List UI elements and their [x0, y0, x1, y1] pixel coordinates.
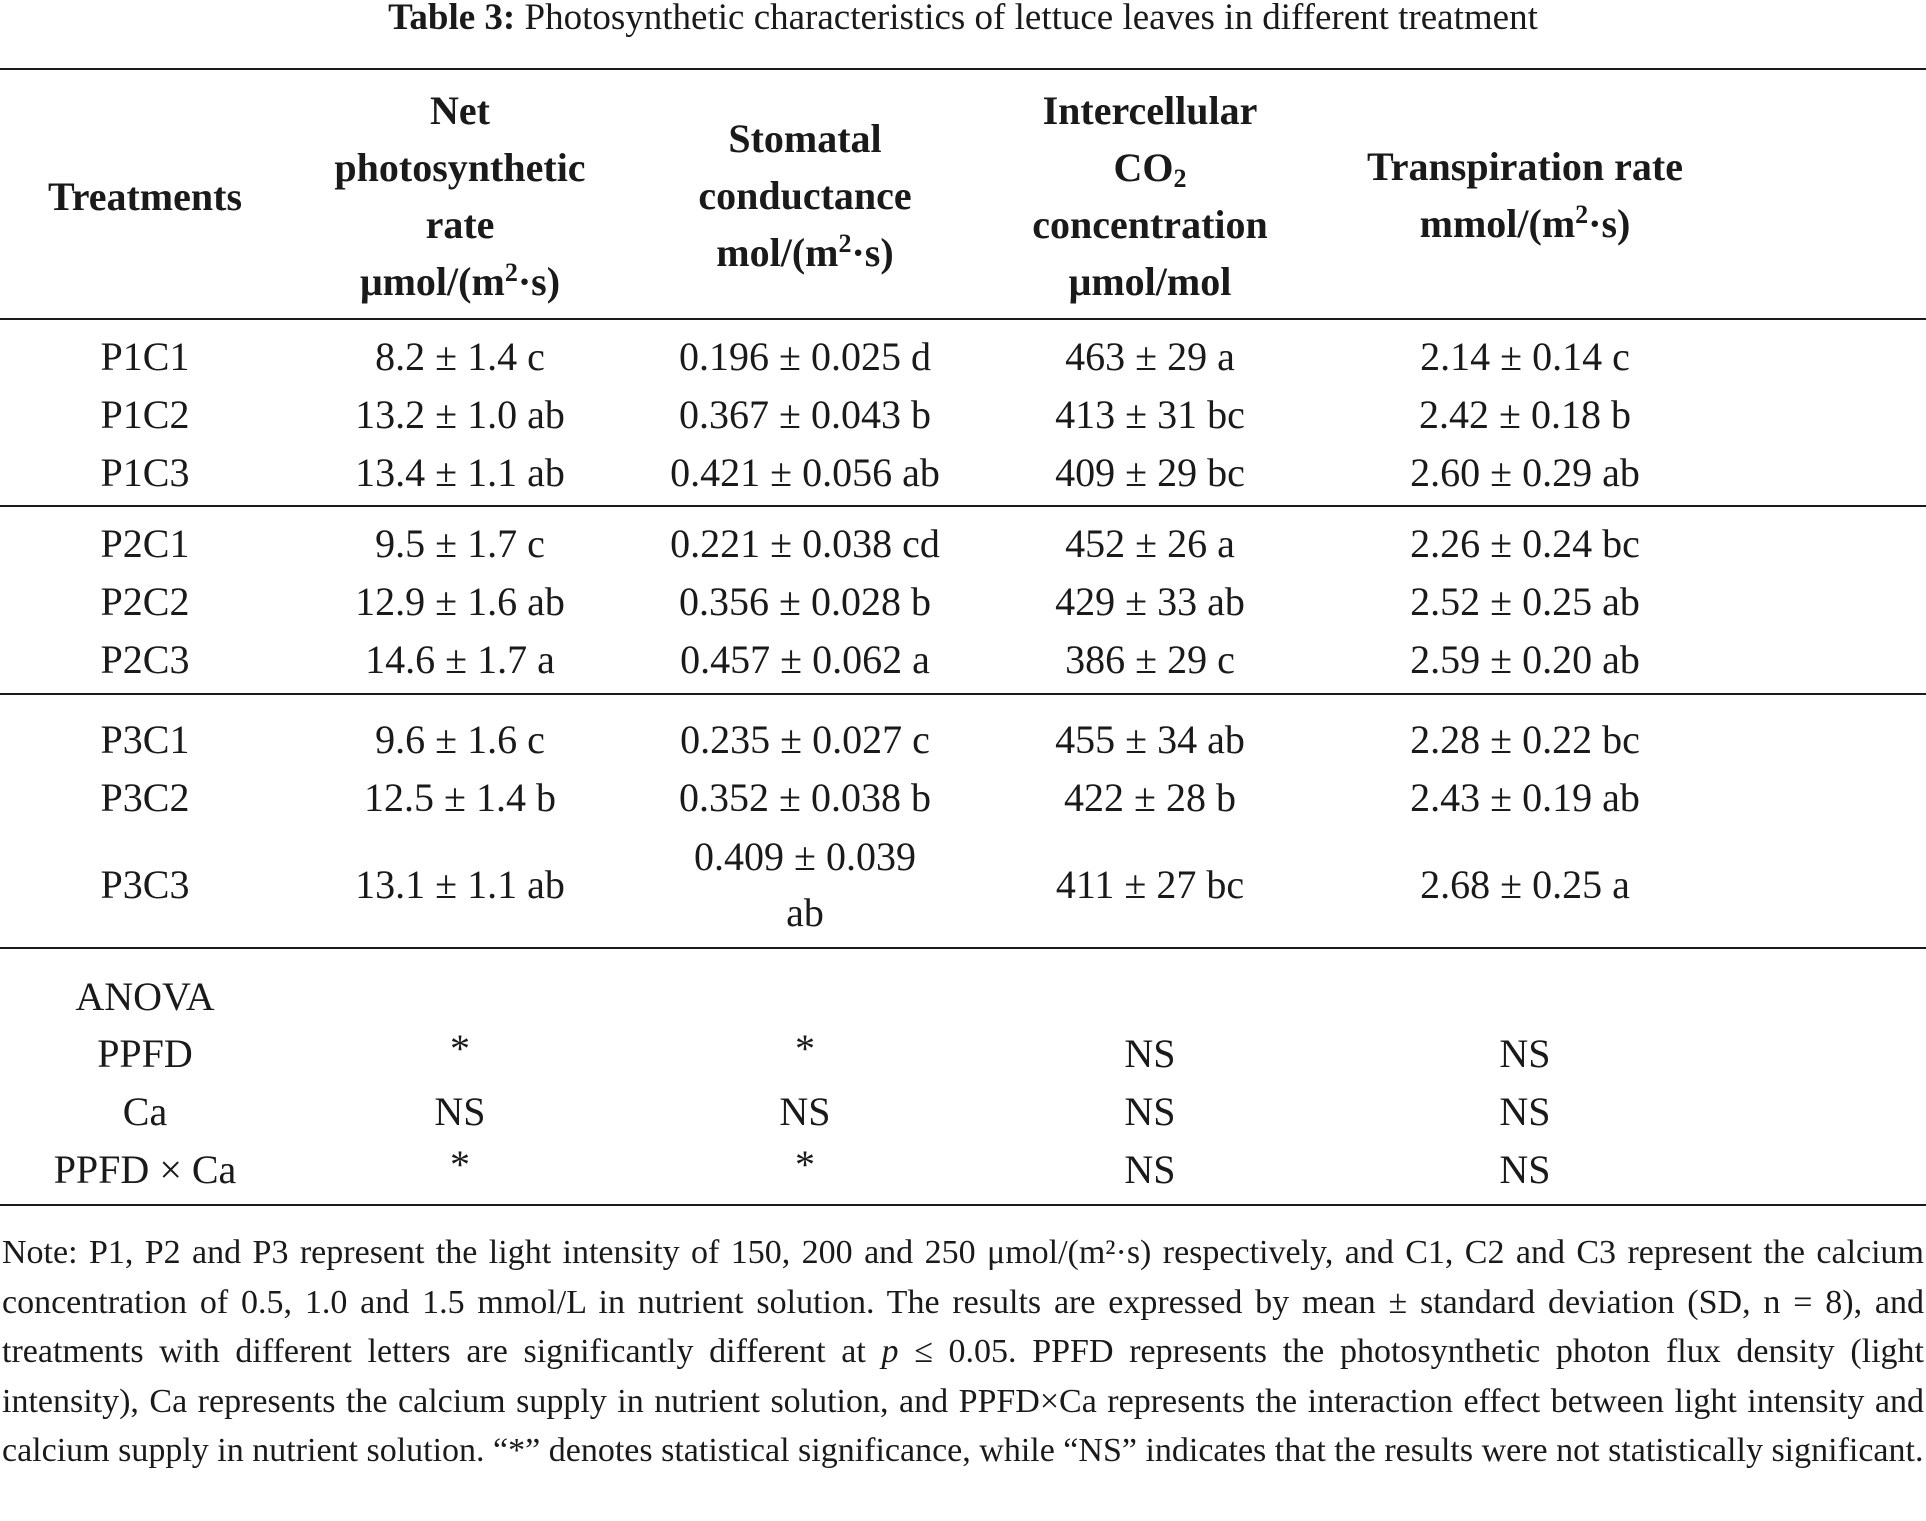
table-cell: 422 ± 28 b [1064, 775, 1236, 820]
table-cell: 452 ± 26 a [1065, 521, 1235, 566]
table-cell: 0.352 ± 0.038 b [679, 775, 931, 820]
table-cell: NS [1124, 1089, 1176, 1134]
header-net-photosynthetic-rate: Net photosynthetic rate μmol/$(m^2\cdot s)$ [334, 88, 586, 304]
anova-factor: PPFD × Ca [53, 1147, 237, 1192]
table-cell: 2.14 ± 0.14 c [1420, 334, 1630, 379]
table-cell: 12.5 ± 1.4 b [364, 775, 556, 820]
table-cell: NS [1499, 1031, 1551, 1076]
table-cell: 2.28 ± 0.22 bc [1410, 717, 1640, 762]
table-cell: NS [1499, 1147, 1551, 1192]
table-cell: 0.221 ± 0.038 cd [670, 521, 940, 566]
bottom-rule [0, 1204, 1926, 1206]
table-cell: 2.52 ± 0.25 ab [1410, 579, 1640, 624]
table-cell-treatment: P2C3 [100, 637, 190, 682]
table-cell: 386 ± 29 c [1065, 637, 1235, 682]
header-transpiration-rate: Transpiration rate mmol/$(m^2\cdot s)$ [1367, 144, 1683, 246]
header-stomatal-conductance: Stomatal conductance mol/$(m^2\cdot s)$ [698, 116, 912, 275]
table-cell: 9.5 ± 1.7 c [375, 521, 545, 566]
table-cell-wrapped: 0.409 ± 0.039 ab [694, 834, 916, 935]
header-rule [0, 318, 1926, 320]
table-cell: 13.4 ± 1.1 ab [355, 450, 565, 495]
table-caption-label: Table 3: [388, 0, 516, 38]
anova-factor: Ca [122, 1089, 168, 1134]
header-intercellular-co2: Intercellular $CO_2$ concentration μmol/mol [1032, 88, 1268, 304]
table-cell: 429 ± 33 ab [1055, 579, 1245, 624]
top-rule [0, 68, 1926, 70]
table-cell: 2.26 ± 0.24 bc [1410, 521, 1640, 566]
table-cell: 8.2 ± 1.4 c [375, 334, 545, 379]
header-treatments: Treatments [47, 174, 243, 219]
table-cell: * [795, 1142, 815, 1187]
table-cell: 463 ± 29 a [1065, 334, 1235, 379]
table-cell: NS [1124, 1031, 1176, 1076]
table-cell: 9.6 ± 1.6 c [375, 717, 545, 762]
table-caption-text: Photosynthetic characteristics of lettuce leaves in different treatment [524, 0, 1538, 38]
table-cell: NS [434, 1089, 486, 1134]
group-rule-1 [0, 505, 1926, 507]
table-caption [0, 0, 1926, 36]
table-cell: NS [1124, 1147, 1176, 1192]
anova-factor: PPFD [97, 1031, 193, 1076]
table-cell: * [795, 1026, 815, 1071]
table-cell-treatment: P1C1 [100, 334, 190, 379]
table-cell: 2.42 ± 0.18 b [1419, 392, 1631, 437]
group-rule-2 [0, 693, 1926, 695]
table-cell: 2.43 ± 0.19 ab [1410, 775, 1640, 820]
table-cell: 413 ± 31 bc [1055, 392, 1245, 437]
table-cell: 2.68 ± 0.25 a [1420, 862, 1630, 907]
table-cell: 14.6 ± 1.7 a [365, 637, 555, 682]
table-cell: 12.9 ± 1.6 ab [355, 579, 565, 624]
table-cell-treatment: P3C1 [100, 717, 190, 762]
table-cell: 13.2 ± 1.0 ab [355, 392, 565, 437]
table-cell: 409 ± 29 bc [1055, 450, 1245, 495]
table-cell-treatment: P2C1 [100, 521, 190, 566]
group-rule-3 [0, 947, 1926, 949]
table-cell: NS [1499, 1089, 1551, 1134]
table-note: Note: P1, P2 and P3 represent the light intensity of 150, 200 and 250 μmol/(m²·s) respectively, and C1, C2 and C3 represent the calcium concentration of 0.5, 1.0 and 1.5 mmol/L in nutrient solution. The results are expressed by mean ± standard deviation (SD, n = 8), and treatments with different letters are significantly different at p ≤ 0.05. PPFD represents the photosynthetic photon flux density (light intensity), Ca represents the calcium supply in nutrient solution, and PPFD×Ca represents the interaction effect between light intensity and calcium supply in nutrient solution. “*” denotes statistical significance, while “NS” indicates that the results were not statistically significant. [2, 1234, 1925, 1469]
table-cell: 2.59 ± 0.20 ab [1410, 637, 1640, 682]
table-cell: 0.367 ± 0.043 b [679, 392, 931, 437]
table-cell-treatment: P3C3 [100, 862, 190, 907]
table-cell-treatment: P1C3 [100, 450, 190, 495]
table-cell: NS [779, 1089, 831, 1134]
table-cell: 0.235 ± 0.027 c [680, 717, 930, 762]
table-cell: * [450, 1026, 470, 1071]
table-cell-treatment: P1C2 [100, 392, 190, 437]
table-cell: 2.60 ± 0.29 ab [1410, 450, 1640, 495]
table-cell-treatment: P3C2 [100, 775, 190, 820]
anova-title: ANOVA [75, 974, 215, 1019]
table-cell: 411 ± 27 bc [1055, 862, 1245, 907]
table-cell: 13.1 ± 1.1 ab [355, 862, 565, 907]
table-cell: 455 ± 34 ab [1055, 717, 1245, 762]
table-cell: 0.457 ± 0.062 a [680, 637, 930, 682]
table-cell: 0.421 ± 0.056 ab [670, 450, 940, 495]
table-cell: * [450, 1142, 470, 1187]
table-cell: 0.356 ± 0.028 b [679, 579, 931, 624]
table-cell: 0.196 ± 0.025 d [679, 334, 931, 379]
table-cell-treatment: P2C2 [100, 579, 190, 624]
